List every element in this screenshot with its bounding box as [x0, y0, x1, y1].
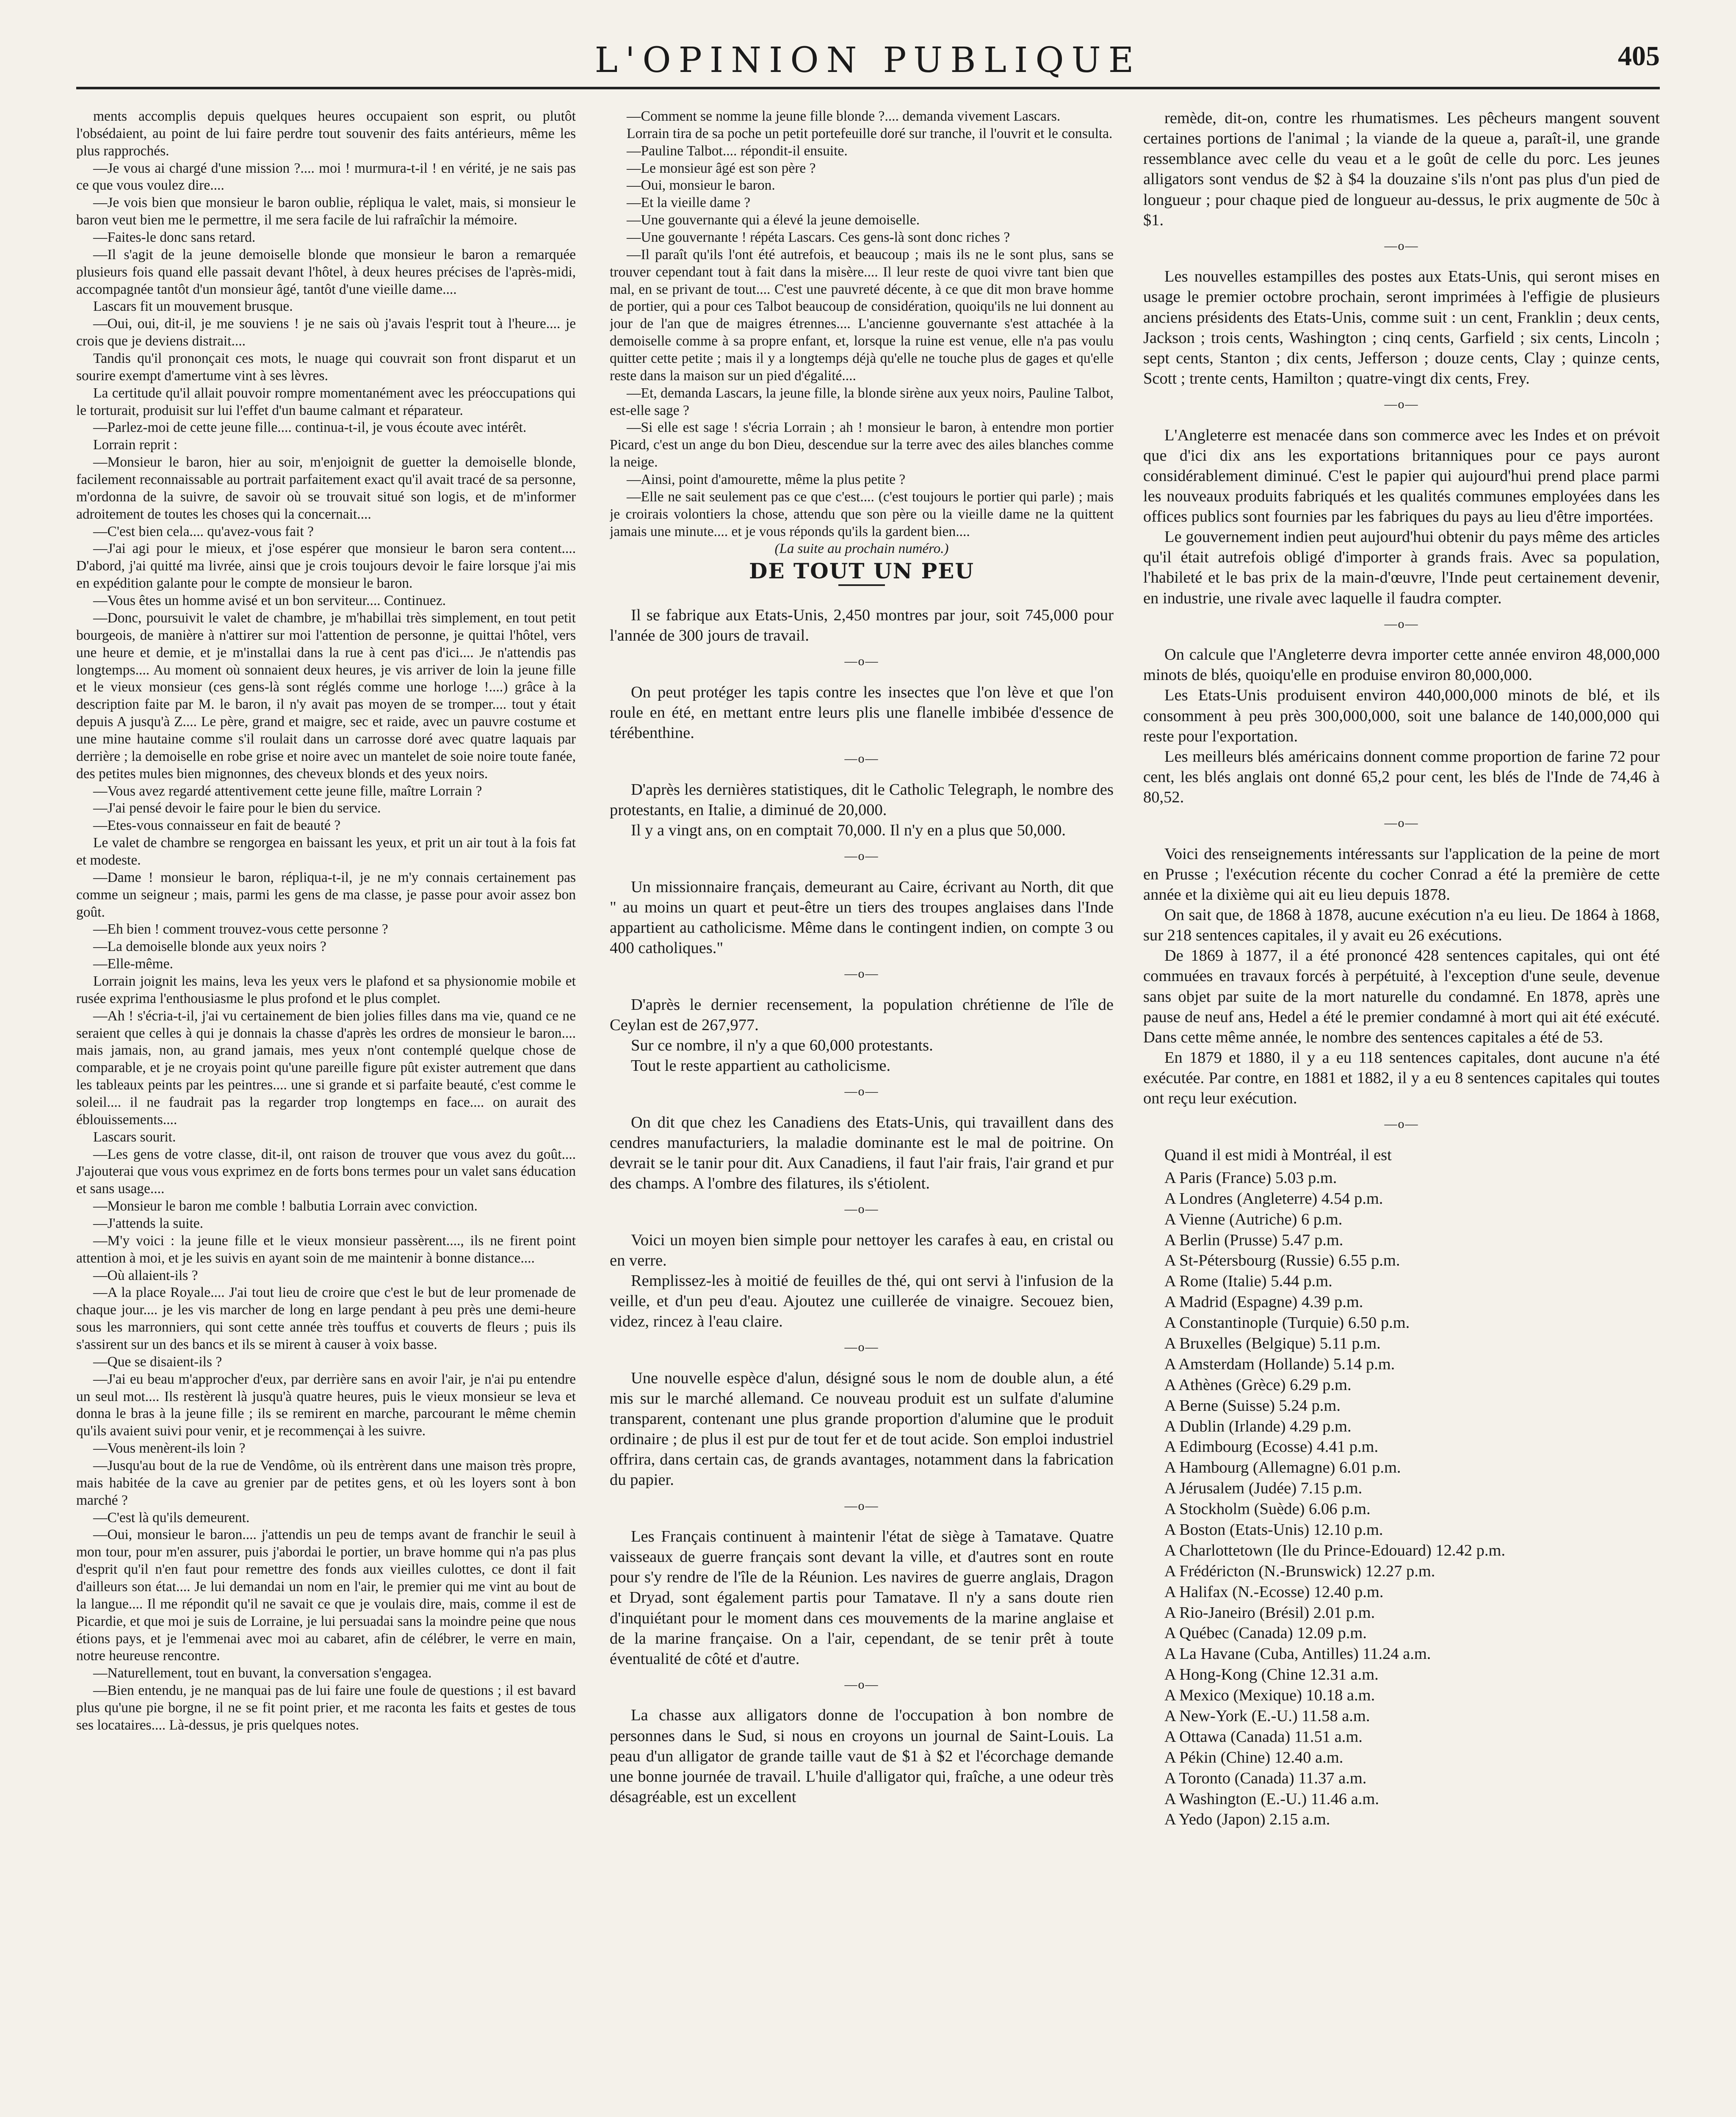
story-paragraph: —M'y voici : la jeune fille et le vieux monsieur passèrent...., ils ne firent point attention à moi, et je les suivis en ayant soin de me maintenir à bonne distance.... — [76, 1233, 576, 1266]
world-time-entry: A Berne (Suisse) 5.24 p.m. — [1164, 1396, 1341, 1415]
world-time-entry: A Hong-Kong (Chine 12.31 a.m. — [1164, 1666, 1379, 1684]
story-paragraph: —Comment se nomme la jeune fille blonde ?.... demanda vivement Lascars. — [627, 108, 1061, 124]
column-2 — [610, 108, 1114, 2117]
story-paragraph: ments accomplis depuis quelques heures occupaient son esprit, ou plutôt l'obsédaient, au point de lui faire perdre tout souvenir des faits antérieurs, même les plus rapprochés. — [76, 108, 576, 159]
story-paragraph: —Les gens de votre classe, dit-il, ont raison de trouver que vous avez du goût.... J'ajouterai que vous vous exprimez en de forts bons termes pour un valet sans éducation et sans usage.... — [76, 1146, 576, 1197]
world-time-entry: A St-Pétersbourg (Russie) 6.55 p.m. — [1164, 1252, 1400, 1270]
story-paragraph: —Ah ! s'écria-t-il, j'ai vu certainement de bien jolies filles dans ma vie, quand ce ne seraient que celles à qui je donnais la chasse d'après les ordres de monsieur le baron.... mais jamais, non, au grand jamais, mes yeux n'ont contemplé quelque chose de comparable, et je ne croyais point qu'une pareille figure pût exister autrement que dans les tableaux peints par les peintres.... une si grande et si parfaite beauté, c'est comme le soleil.... il ne faudrait pas la regarder trop longtemps en face.... on aurait des éblouissements.... — [76, 1008, 576, 1128]
news-item-paragraph: Il se fabrique aux Etats-Unis, 2,450 montres par jour, soit 745,000 pour l'année de 300 jours de travail. — [610, 606, 1114, 645]
news-item-paragraph: Voici un moyen bien simple pour nettoyer les carafes à eau, en cristal ou en verre. — [610, 1231, 1114, 1269]
world-time-entry: A Constantinople (Turquie) 6.50 p.m. — [1164, 1314, 1410, 1332]
world-time-entry: A Amsterdam (Hollande) 5.14 p.m. — [1164, 1355, 1395, 1373]
story-paragraph: —Je vous ai chargé d'une mission ?.... moi ! murmura-t-il ! en vérité, je ne sais pas ce que vous voulez dire.... — [76, 160, 576, 193]
news-item-paragraph: On dit que chez les Canadiens des Etats-Unis, qui travaillent dans des cendres manufacturiers, la maladie dominante est le mal de poitrine. On devrait se le tanir pour dit. Aux Canadiens, il faut l'air frais, l'air grand et pur des champs. A l'ombre des filatures, ils s'étiolent. — [610, 1113, 1114, 1193]
news-item-paragraph: Tout le reste appartient au catholicisme. — [631, 1057, 891, 1075]
story-paragraph: —J'ai pensé devoir le faire pour le bien du service. — [93, 800, 381, 816]
world-time-entry: A Frédéricton (N.-Brunswick) 12.27 p.m. — [1164, 1562, 1435, 1580]
world-time-entry: A New-York (E.-U.) 11.58 a.m. — [1164, 1707, 1370, 1725]
news-item-paragraph: La chasse aux alligators donne de l'occupation à bon nombre de personnes dans le Sud, si nous en croyons un journal de Saint-Louis. La peau d'un alligator de grande taille vaut de $1 à $2 et l'écorchage demande une bonne journée de travail. L'huile d'alligator qui, fraîche, a une odeur très désagréable, est un excellent — [610, 1706, 1114, 1806]
story-paragraph: —Eh bien ! comment trouvez-vous cette personne ? — [93, 921, 388, 937]
story-paragraph: —Elle-même. — [93, 956, 173, 972]
item-separator: —o— — [844, 1202, 879, 1216]
story-paragraph: —Et la vieille dame ? — [627, 195, 751, 211]
story-paragraph: Tandis qu'il prononçait ces mots, le nuage qui couvrait son front disparut et un sourire exempt d'amertume vint à ses lèvres. — [76, 351, 576, 384]
news-item-paragraph: On peut protéger les tapis contre les insectes que l'on lève et que l'on roule en été, en mettant entre leurs plis une flanelle imbibée d'essence de térébenthine. — [610, 683, 1114, 742]
world-time-entry: A Québec (Canada) 12.09 p.m. — [1164, 1624, 1367, 1642]
story-paragraph: —Monsieur le baron me comble ! balbutia Lorrain avec conviction. — [93, 1198, 478, 1214]
story-paragraph: —Oui, monsieur le baron.... j'attendis un peu de temps avant de franchir le seuil à mon tour, pour m'en assurer, puis j'abordai le portier, un brave homme qui n'a pas plus d'esprit qu'il n'en faut pour remettre des fonds aux vieilles culottes, ce dont il fait d'ailleurs son état.... Je lui demandai un nom en l'air, le premier qui me vint au bout de la langue.... Il me répondit qu'il ne savait ce que je voulais dire, mais, comme il est de Picardie, et que moi je suis de Lorraine, je lui persuadai sans la moindre peine que nous étions pays, et je l'emmenai avec moi au cabaret, afin de célébrer, le verre en main, notre heureuse rencontre. — [76, 1527, 576, 1664]
column-3 — [1143, 108, 1660, 2117]
news-item-paragraph: Une nouvelle espèce d'alun, désigné sous le nom de double alun, a été mis sur le marché allemand. Ce nouveau produit est un sulfate d'alumine transparent, contenant une plus grande proportion d'alumine que le produit ordinaire ; de plus il est pur de tout fer et de tout acide. Son emploi industriel offrira, dans certain cas, de grands avantages, notamment dans la fabrication du papier. — [610, 1369, 1114, 1489]
story-paragraph: —Etes-vous connaisseur en fait de beauté ? — [93, 818, 341, 834]
section-heading: DE TOUT UN PEU — [749, 558, 974, 583]
world-time-entry: A Hambourg (Allemagne) 6.01 p.m. — [1164, 1459, 1401, 1477]
story-paragraph: —Je vois bien que monsieur le baron oublie, répliqua le valet, mais, si monsieur le baron veut bien me le permettre, il me sera facile de lui rafraîchir la mémoire. — [76, 195, 576, 228]
newspaper-title: L'OPINION PUBLIQUE — [594, 40, 1142, 80]
world-time-entry: A Mexico (Mexique) 10.18 a.m. — [1164, 1686, 1375, 1705]
masthead — [76, 40, 1660, 89]
story-paragraph: —Naturellement, tout en buvant, la conversation s'engagea. — [93, 1665, 432, 1681]
story-paragraph: —Vous êtes un homme avisé et un bon serviteur.... Continuez. — [93, 593, 446, 609]
story-paragraph: —La demoiselle blonde aux yeux noirs ? — [93, 939, 326, 955]
news-item-paragraph: Sur ce nombre, il n'y a que 60,000 protestants. — [631, 1036, 933, 1054]
story-paragraph: —Bien entendu, je ne manquai pas de lui faire une foule de questions ; il est bavard plus qu'une pie borgne, il ne se fit point prier, et me raconta les faits et gestes de tous ses locataires.... Là-dessus, je pris quelques notes. — [76, 1683, 576, 1733]
item-separator: —o— — [844, 752, 879, 766]
story-paragraph: —Il s'agit de la jeune demoiselle blonde que monsieur le baron a remarquée plusieurs fois quand elle passait devant l'hôtel, à deux heures précises de l'après-midi, accompagnée tantôt d'un monsieur âgé, tantôt d'une vieille dame.... — [76, 246, 576, 297]
story-paragraph: Lascars sourit. — [93, 1129, 176, 1145]
news-item-paragraph: Un missionnaire français, demeurant au Caire, écrivant au North, dit que " au moins un quart et peut-être un tiers des troupes anglaises dans l'Inde appartient au catholicisme. Même dans le contingent indien, on compte 3 ou 400 catholiques." — [610, 878, 1114, 957]
world-time-entry: A Rio-Janeiro (Brésil) 2.01 p.m. — [1164, 1603, 1375, 1622]
column-1-serial-story — [76, 108, 576, 2117]
item-separator: —o— — [1384, 1117, 1419, 1131]
story-paragraph: Lascars fit un mouvement brusque. — [93, 298, 293, 315]
story-paragraph: —C'est là qu'ils demeurent. — [93, 1509, 250, 1526]
news-item-paragraph: remède, dit-on, contre les rhumatismes. Les pêcheurs mangent souvent certaines portions de l'animal ; la viande de la queue a, paraît-il, une grande ressemblance avec celle du veau et a le goût de celle du porc. Les jeunes alligators sont vendus de $2 à $4 la douzaine s'ils n'ont pas plus d'un pied de longueur ; pour chaque pied de longueur au-dessus, le prix augmente de 50c à $1. — [1143, 109, 1660, 229]
world-time-entry: A Washington (E.-U.) 11.46 a.m. — [1164, 1790, 1379, 1808]
world-time-entry: A Pékin (Chine) 12.40 a.m. — [1164, 1748, 1343, 1766]
world-time-entry: A Athènes (Grèce) 6.29 p.m. — [1164, 1376, 1352, 1394]
item-separator: —o— — [844, 849, 879, 863]
world-time-entry: A Toronto (Canada) 11.37 a.m. — [1164, 1769, 1367, 1787]
story-paragraph: Lorrain joignit les mains, leva les yeux vers le plafond et sa physionomie mobile et rusée exprima l'enthousiasme le plus profond et le plus complet. — [76, 973, 576, 1006]
story-paragraph: —Monsieur le baron, hier au soir, m'enjoignit de guetter la demoiselle blonde, facilement reconnaissable au portrait parfaitement exact qu'il avait tracé de sa personne, m'ordonna de la suivre, de savoir où se trouvait situé son logis, et de m'informer adroitement de toutes les choses qui la concernait.... — [76, 454, 576, 522]
item-separator: —o— — [844, 1340, 879, 1354]
news-item-paragraph: On sait que, de 1868 à 1878, aucune exécution n'a eu lieu. De 1864 à 1868, sur 218 sentences capitales, il y avait eu 26 exécutions. — [1143, 906, 1660, 945]
world-time-entry: A Stockholm (Suède) 6.06 p.m. — [1164, 1500, 1371, 1518]
times-intro: Quand il est midi à Montréal, il est — [1164, 1146, 1392, 1164]
news-item-paragraph: En 1879 et 1880, il y a eu 118 sentences capitales, dont aucune n'a été exécutée. Par contre, en 1881 et 1882, il y a eu 8 sentences capitales qui toutes ont reçu leur exécution. — [1143, 1048, 1660, 1108]
story-paragraph: —Si elle est sage ! s'écria Lorrain ; ah ! monsieur le baron, à entendre mon portier Picard, c'est un ange du bon Dieu, descendue sur la terre avec des ailes blanches comme la neige. — [610, 420, 1114, 470]
news-item-paragraph: Le gouvernement indien peut aujourd'hui obtenir du pays même des articles qu'il était autrefois obligé d'importer à grands frais. Avec sa population, l'habileté et le bas prix de la main-d'œuvre, l'Inde peut certainement devenir, en industrie, une rivale avec laquelle il faudra compter. — [1143, 528, 1660, 607]
news-item-paragraph: Les meilleurs blés américains donnent comme proportion de farine 72 pour cent, les blés anglais ont donné 65,2 pour cent, les blés de l'Inde de 74,46 à 80,52. — [1143, 747, 1660, 806]
story-paragraph: —Oui, monsieur le baron. — [627, 177, 775, 193]
world-time-entry: A Boston (Etats-Unis) 12.10 p.m. — [1164, 1521, 1383, 1539]
world-time-entry: A Rome (Italie) 5.44 p.m. — [1164, 1272, 1332, 1291]
story-paragraph: —Parlez-moi de cette jeune fille.... continua-t-il, je vous écoute avec intérêt. — [93, 420, 527, 436]
story-paragraph: —Où allaient-ils ? — [93, 1267, 198, 1283]
story-paragraph: —Ainsi, point d'amourette, même la plus petite ? — [627, 472, 906, 488]
news-item-paragraph: Les Etats-Unis produisent environ 440,000,000 minots de blé, et ils consomment à peu près 300,000,000, soit une balance de 140,000,000 qui reste pour l'exportation. — [1143, 686, 1660, 745]
world-time-entry: A Bruxelles (Belgique) 5.11 p.m. — [1164, 1335, 1381, 1352]
world-time-entry: A Halifax (N.-Ecosse) 12.40 p.m. — [1164, 1583, 1384, 1601]
news-item-paragraph: D'après les dernières statistiques, dit le Catholic Telegraph, le nombre des protestants, en Italie, a diminué de 20,000. — [610, 780, 1114, 819]
story-paragraph: —Elle ne sait seulement pas ce que c'est.... (c'est toujours le portier qui parle) ; mais je croirais volontiers la chose, attendu que son père ou la vieille dame ne la quittent jamais une minute.... et je vous réponds qu'ils la gardent bien.... — [610, 489, 1114, 539]
story-paragraph: —Et, demanda Lascars, la jeune fille, la blonde sirène aux yeux noirs, Pauline Talbot, est-elle sage ? — [610, 385, 1114, 418]
news-item-paragraph: Il y a vingt ans, on en comptait 70,000. Il n'y en a plus que 50,000. — [631, 821, 1066, 840]
story-paragraph: Lorrain reprit : — [93, 437, 178, 453]
item-separator: —o— — [1384, 616, 1419, 631]
story-paragraph: —Que se disaient-ils ? — [93, 1354, 222, 1370]
world-times-list — [1143, 1168, 1660, 1830]
story-paragraph: Le valet de chambre se rengorgea en baissant les yeux, et prit un air tout à la fois fat et modeste. — [76, 835, 576, 868]
story-paragraph: —Vous avez regardé attentivement cette jeune fille, maître Lorrain ? — [93, 783, 482, 799]
world-time-entry: A Jérusalem (Judée) 7.15 p.m. — [1164, 1479, 1363, 1498]
item-separator: —o— — [844, 967, 879, 981]
story-paragraph: —Faites-le donc sans retard. — [93, 229, 256, 246]
world-time-entry: A Charlottetown (Ile du Prince-Edouard) 12.42 p.m. — [1164, 1541, 1506, 1559]
world-time-entry: A La Havane (Cuba, Antilles) 11.24 a.m. — [1164, 1645, 1431, 1663]
story-paragraph: —Dame ! monsieur le baron, répliqua-t-il, je ne m'y connais certainement pas comme un seigneur ; mais, parmi les gens de ma classe, je passe pour avoir assez bon goût. — [76, 869, 576, 920]
news-item-paragraph: Voici des renseignements intéressants sur l'application de la peine de mort en Prusse ; l'exécution récente du cocher Conrad a été la première de cette année et la dixième qui ait eu lieu depuis 1878. — [1143, 845, 1660, 904]
story-paragraph: —Oui, oui, dit-il, je me souviens ! je ne sais où j'avais l'esprit tout à l'heure.... je crois que je deviens distrait.... — [76, 316, 576, 349]
world-time-entry: A Ottawa (Canada) 11.51 a.m. — [1164, 1727, 1363, 1746]
page-number: 405 — [1618, 41, 1660, 72]
news-item-paragraph: Les nouvelles estampilles des postes aux Etats-Unis, qui seront mises en usage le premier octobre prochain, seront imprimées à l'effigie de plusieurs anciens présidents des Etats-Unis, comme suit : un cent, Franklin ; deux cents, Jackson ; trois cents, Washington ; cinq cents, Garfield ; six cents, Lincoln ; sept cents, Stanton ; dix cents, Jefferson ; douze cents, Clay ; quinze cents, Scott ; trente cents, Hamilton ; quatre-vingt dix cents, Frey. — [1143, 268, 1660, 387]
story-paragraph: —J'ai eu beau m'approcher d'eux, par derrière sans en avoir l'air, je n'ai pu entendre un seul mot.... Ils restèrent là jusqu'à quatre heures, puis le vieux monsieur se leva et donna le bras à la jeune fille ; ils se remirent en marche, parcourant le même chemin qu'ils avaient suivi pour venir, et je recommençai à les suivre. — [76, 1371, 576, 1439]
story-paragraph: La certitude qu'il allait pouvoir rompre momentanément avec les préoccupations qui le torturait, produisit sur lui l'effet d'un baume calmant et réparateur. — [76, 385, 576, 418]
story-paragraph: —Vous menèrent-ils loin ? — [93, 1440, 246, 1456]
world-time-entry: A Paris (France) 5.03 p.m. — [1164, 1169, 1337, 1187]
item-separator: —o— — [844, 1084, 879, 1099]
story-paragraph: —Une gouvernante ! répéta Lascars. Ces gens-là sont donc riches ? — [627, 229, 1010, 246]
item-separator: —o— — [1384, 816, 1419, 830]
news-item-paragraph: De 1869 à 1877, il a été prononcé 428 sentences capitales, qui ont été commuées en travaux forcés à perpétuité, à l'exception d'une seule, devenue sans objet par suite de la mort naturelle du condamné. En 1878, après une pause de neuf ans, Hedel a été le premier condamné à mort qui ait été exécuté. Dans cette même année, le nombre des sentences capitales a été de 53. — [1143, 947, 1660, 1046]
world-time-entry: A Madrid (Espagne) 4.39 p.m. — [1164, 1293, 1363, 1311]
story-paragraph: —C'est bien cela.... qu'avez-vous fait ? — [93, 523, 314, 539]
news-item-paragraph: L'Angleterre est menacée dans son commerce avec les Indes et on prévoit que d'ici dix ans les exportations britanniques pour ce pays auront considérablement diminué. C'est le papier qui aujourd'hui prend place parmi les nouveaux produits fabriqués et les qualités communes employées dans les offices publics sont fournies par les fabriques du pays au lieu d'être importées. — [1143, 426, 1660, 525]
item-separator: —o— — [1384, 238, 1419, 253]
news-item-paragraph: On calcule que l'Angleterre devra importer cette année environ 48,000,000 minots de blés, quoiqu'elle en produise environ 80,000,000. — [1143, 646, 1660, 684]
news-item-paragraph: D'après le dernier recensement, la population chrétienne de l'île de Ceylan est de 267,977. — [610, 995, 1114, 1034]
story-paragraph: Lorrain tira de sa poche un petit portefeuille doré sur tranche, il l'ouvrit et le consulta. — [627, 125, 1113, 141]
item-separator: —o— — [844, 1677, 879, 1691]
story-paragraph: —Donc, poursuivit le valet de chambre, je m'habillai très simplement, en tout petit bourgeois, de manière à n'attirer sur moi l'attention de personne, je quittai l'hôtel, vers une heure et demie, et je m'installai dans la rue à cent pas d'ici.... Je n'attendis pas longtemps.... Au moment où sonnaient deux heures, je vis arriver de loin la jeune fille et le vieux monsieur (ces gens-là sont réglés comme une horloge !....) grâce à la description faite par M. le baron, il n'y avait pas moyen de se tromper.... tout y était depuis A jusqu'à Z.... Le père, grand et maigre, sec et raide, avec un pauvre costume et une mine hautaine comme s'il roulait dans un carrosse doré avec quatre laquais par derrière ; la demoiselle en robe grise et noire avec un mantelet de soie noire toute fanée, des petites mules bien mignonnes, des cheveux blonds et des yeux noirs. — [76, 610, 576, 782]
news-item-paragraph: Les Français continuent à maintenir l'état de siège à Tamatave. Quatre vaisseaux de guerre français sont devant la ville, et d'autres sont en route pour s'y rendre de l'île de la Réunion. Les navires de guerre anglais, Dragon et Dryad, sont également partis pour Tamatave. Il n'y a sans doute rien d'inquiétant pour le moment dans ces mouvements de la marine anglaise et de la marine française. On a l'air, cependant, de se tenir prêt à toute éventualité de côté et d'autre. — [610, 1528, 1114, 1668]
world-time-entry: A Edimbourg (Ecosse) 4.41 p.m. — [1164, 1438, 1379, 1456]
item-separator: —o— — [1384, 397, 1419, 411]
story-paragraph: —Jusqu'au bout de la rue de Vendôme, où ils entrèrent dans une maison très propre, mais habitée de la cave au grenier par de petites gens, et où les loyers sont à bon marché ? — [76, 1458, 576, 1508]
story-paragraph: —Pauline Talbot.... répondit-il ensuite. — [627, 143, 848, 159]
story-paragraph: —Il paraît qu'ils l'ont été autrefois, et beaucoup ; mais ils ne le sont plus, sans se trouver cependant tout à fait dans la misère.... Il leur reste de quoi vivre tant bien que mal, en se privant de tout.... C'est une pauvreté décente, à ce que dit mon brave homme de portier, qui a pour ces Talbot beaucoup de considération, quoiqu'ils ne lui donnent au jour de l'an que de maigres étrennes.... L'ancienne gouvernante s'est attachée à la demoiselle comme à sa propre enfant, et, lorsque la ruine est venue, elle n'a pas voulu quitter cette petite ; mais il y a longtemps déjà qu'elle ne touche plus de gages et qu'elle reste dans la maison sur un pied d'égalité.... — [610, 246, 1114, 384]
world-time-entry: A Berlin (Prusse) 5.47 p.m. — [1164, 1231, 1343, 1249]
world-time-entry: A Vienne (Autriche) 6 p.m. — [1164, 1210, 1343, 1228]
world-time-entry: A Dublin (Irlande) 4.29 p.m. — [1164, 1417, 1352, 1435]
story-paragraph: —J'attends la suite. — [93, 1216, 204, 1231]
news-item-paragraph: Remplissez-les à moitié de feuilles de thé, qui ont servi à l'infusion de la veille, et d'un peu d'eau. Ajoutez une cuillerée de vinaigre. Secouez bien, videz, rincez à l'eau claire. — [610, 1271, 1114, 1331]
story-paragraph: —A la place Royale.... J'ai tout lieu de croire que c'est le but de leur promenade de chaque jour.... je les vis marcher de long en large pendant à peu près une demi-heure sous les marronniers, qui sont cette année très touffus et couverts de fleurs ; puis ils s'assirent sur un des bancs et ils se mirent à causer à voix basse. — [76, 1285, 576, 1353]
world-time-entry: A Yedo (Japon) 2.15 a.m. — [1164, 1810, 1330, 1829]
item-separator: —o— — [844, 654, 879, 669]
story-paragraph: —Le monsieur âgé est son père ? — [627, 160, 816, 176]
story-paragraph: —J'ai agi pour le mieux, et j'ose espérer que monsieur le baron sera content.... D'abord, j'ai quitté ma livrée, ainsi que je crois toujours devoir le faire lorsque j'ai mis en expédition galante pour le compte de monsieur le baron. — [76, 541, 576, 591]
story-paragraph: —Une gouvernante qui a élevé la jeune demoiselle. — [627, 212, 920, 228]
heading-rule — [838, 584, 885, 586]
to-be-continued-note: (La suite au prochain numéro.) — [774, 541, 949, 557]
item-separator: —o— — [844, 1498, 879, 1513]
world-time-entry: A Londres (Angleterre) 4.54 p.m. — [1164, 1189, 1383, 1208]
